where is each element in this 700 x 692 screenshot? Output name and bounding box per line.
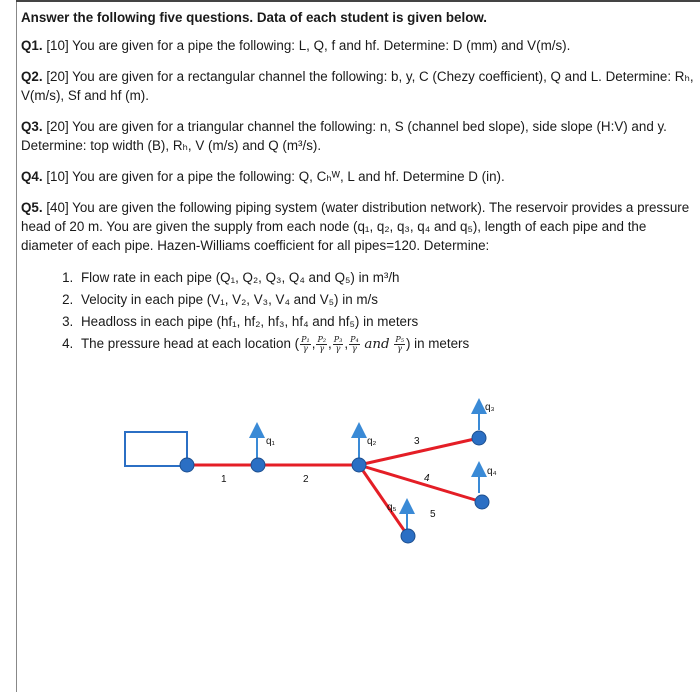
pipe-label-3: 3 — [414, 436, 420, 447]
reservoir-box — [125, 432, 187, 466]
node-4 — [475, 495, 489, 509]
question-text: You are given for a rectangular channel the following: b, y, C (Chezy coefficient), Q and L. Determine: Rₕ, V(m/s), Sf and hf (m). — [21, 69, 694, 103]
node-2 — [352, 458, 366, 472]
fraction-p2: $\frac{\text{P₂}}{\gamma}$ — [317, 334, 327, 353]
question-number: Q2. — [21, 69, 43, 84]
node-3 — [472, 431, 486, 445]
q5-task-item: 1. Flow rate in each pipe (Q₁, Q₂, Q₃, Q₄ and Q₅) in m³/h — [77, 267, 697, 289]
node-5 — [401, 529, 415, 543]
label-q2: q₂ — [367, 436, 377, 447]
question-points: [40] — [46, 200, 69, 215]
node-1 — [251, 458, 265, 472]
question-points: [10] — [46, 169, 69, 184]
fraction-p5: $\frac{\text{P₅}}{\gamma}$ — [395, 334, 404, 353]
pipe-4 — [359, 465, 482, 502]
label-q4: q₄ — [487, 466, 497, 477]
node-reservoir-outlet — [180, 458, 194, 472]
question-number: Q4. — [21, 169, 43, 184]
fraction-p4: $\frac{\text{P₄}}{\gamma}$ — [350, 334, 359, 353]
question-points: [20] — [46, 119, 69, 134]
question-text: You are given for a pipe the following: L, Q, f and hf. Determine: D (mm) and V(m/s). — [72, 38, 571, 53]
question-number: Q1. — [21, 38, 43, 53]
pipes — [187, 438, 482, 536]
q5-task-item-pressure: 4. The pressure head at each location ( $\frac{\text{P₁}}{\gamma}$ , $\frac{\text{P₂}}{\gamma}$ , $\frac{\text{P₃}}{\gamma}$ , $\frac{\text{P₄}}{\gamma}$ and $\frac{\text{P₅}}{\gamma}$ ) in meters — [77, 333, 697, 356]
q5-task-item: 2. Velocity in each pipe (V₁, V₂, V₃, V₄ and V₅) in m/s — [77, 289, 697, 311]
question-text: You are given for a pipe the following: Q, Cₕᵂ, L and hf. Determine D (in). — [72, 169, 505, 184]
question-points: [10] — [46, 38, 69, 53]
question-text: You are given for a triangular channel the following: n, S (channel bed slope), side slope (H:V) and y. Determine: top width (B), Rₕ, V (m/s) and Q (m³/s). — [21, 119, 667, 153]
label-q5: q₅ — [387, 502, 397, 513]
question-number: Q5. — [21, 200, 43, 215]
nodes — [180, 431, 489, 543]
pipe-label-1: 1 — [221, 474, 227, 485]
pipe-5 — [359, 465, 408, 536]
pipe-label-5: 5 — [430, 509, 436, 520]
pressure-prefix: The pressure head at each location ( — [81, 336, 300, 351]
fraction-p1: $\frac{\text{P₁}}{\gamma}$ — [301, 334, 310, 353]
question-points: [20] — [46, 69, 69, 84]
fraction-p3: $\frac{\text{P₃}}{\gamma}$ — [333, 334, 343, 353]
label-q1: q₁ — [266, 436, 275, 447]
instructions-heading: Answer the following five questions. Data of each student is given below. — [21, 10, 488, 25]
pipe-label-2: 2 — [303, 474, 309, 485]
pressure-suffix: ) in meters — [405, 336, 470, 351]
question-number: Q3. — [21, 119, 43, 134]
q5-task-item: 3. Headloss in each pipe (hf₁, hf₂, hf₃, hf₄ and hf₅) in meters — [77, 311, 697, 333]
label-q3: q₃ — [485, 402, 495, 413]
and-word: and — [364, 337, 390, 352]
question-text: You are given the following piping system (water distribution network). The reservoir provides a pressure head of 20 m. You are given the supply from each node (q₁, q₂, q₃, q₄ and q₅), length of each pipe and the diameter of each pipe. Hazen-Williams coefficient for all pipes=120. Determine: — [21, 200, 690, 253]
pipe-label-4: 4 — [424, 473, 430, 484]
